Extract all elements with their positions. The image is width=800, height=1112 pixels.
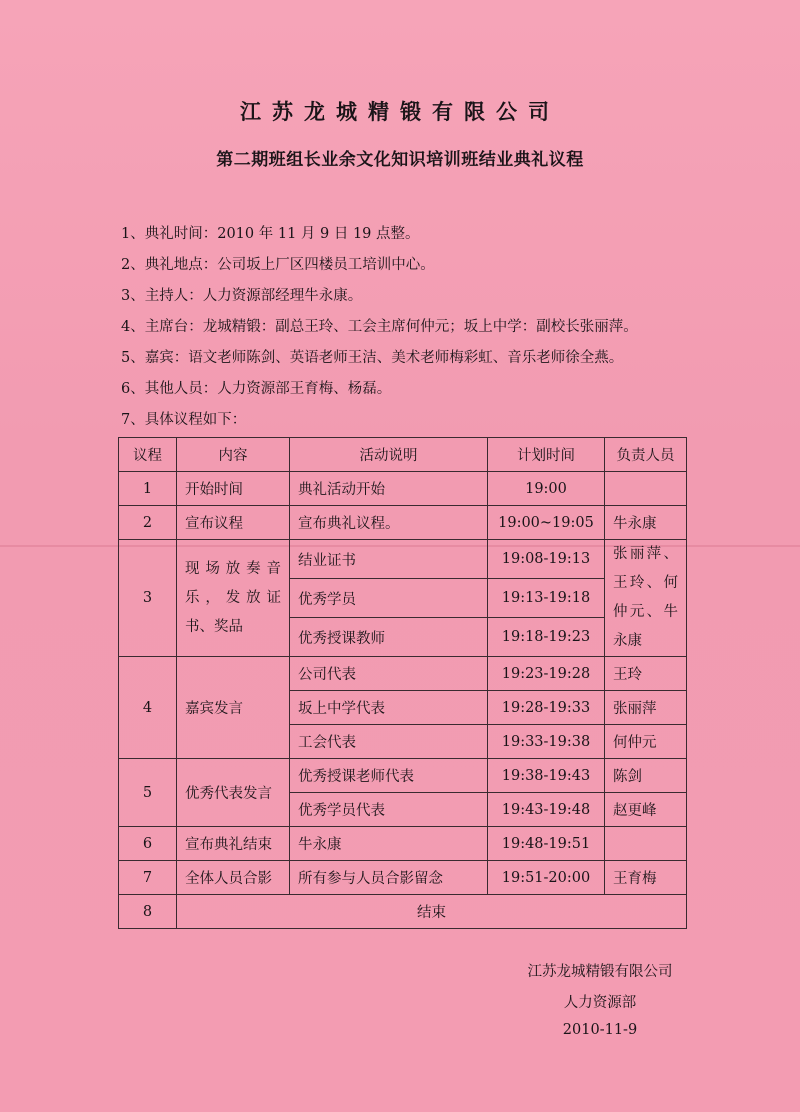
info-item-presidium: 4、主席台：龙城精锻：副总王玲、工会主席何仲元；坂上中学：副校长张丽萍。: [121, 319, 638, 335]
company-heading: 江苏龙城精锻有限公司: [240, 100, 560, 124]
row-end-merged: 结束: [177, 895, 687, 929]
info-list: [121, 224, 638, 441]
footer-company: 江苏龙城精锻有限公司: [527, 964, 673, 980]
footer-date: 2010-11-9: [562, 1022, 638, 1038]
row-time: 19:51-20:00: [488, 861, 605, 895]
row-description: 宣布典礼议程。: [290, 506, 488, 540]
row-person: 赵更峰: [605, 793, 687, 827]
row-description: 优秀学员: [290, 579, 488, 618]
row-person: 陈剑: [605, 759, 687, 793]
table-row: [119, 895, 687, 929]
row-no: 7: [119, 861, 177, 895]
info-item-location: 2、典礼地点：公司坂上厂区四楼员工培训中心。: [121, 257, 435, 273]
row-time: 19:28-19:33: [488, 691, 605, 725]
row-time: 19:00: [488, 472, 605, 506]
row-person: [605, 472, 687, 506]
row-person: 王育梅: [605, 861, 687, 895]
row-description: 优秀学员代表: [290, 793, 488, 827]
info-item-time: 1、典礼时间：2010 年 11 月 9 日 19 点整。: [121, 226, 420, 242]
info-item-agenda-intro: 7、具体议程如下：: [121, 412, 247, 428]
row-no: 1: [119, 472, 177, 506]
row-content: 现场放奏音乐，发放证书、奖品: [177, 540, 290, 657]
row-no: 2: [119, 506, 177, 540]
row-description: 工会代表: [290, 725, 488, 759]
row-content: 开始时间: [177, 472, 290, 506]
table-row: [119, 657, 687, 691]
row-description: 坂上中学代表: [290, 691, 488, 725]
row-description: 结业证书: [290, 540, 488, 579]
footer-department: 人力资源部: [563, 995, 637, 1011]
row-description: 所有参与人员合影留念: [290, 861, 488, 895]
info-item-guests: 5、嘉宾：语文老师陈剑、英语老师王洁、美术老师梅彩虹、音乐老师徐全燕。: [121, 350, 624, 366]
table-header-row: [119, 438, 687, 472]
row-no: 4: [119, 657, 177, 759]
row-no: 6: [119, 827, 177, 861]
row-time: 19:08-19:13: [488, 540, 605, 579]
info-item-others: 6、其他人员：人力资源部王育梅、杨磊。: [121, 381, 392, 397]
header-no: 议程: [119, 438, 177, 472]
table-row: [119, 861, 687, 895]
row-person: 张丽萍、王玲、何仲元、牛永康: [605, 540, 687, 657]
table-row: [119, 506, 687, 540]
row-person: 张丽萍: [605, 691, 687, 725]
agenda-table: [118, 437, 687, 929]
info-item-host: 3、主持人：人力资源部经理牛永康。: [121, 288, 363, 304]
row-description: 优秀授课老师代表: [290, 759, 488, 793]
row-content: 宣布典礼结束: [177, 827, 290, 861]
row-description: 优秀授课教师: [290, 618, 488, 657]
table-row: [119, 759, 687, 793]
row-time: 19:43-19:48: [488, 793, 605, 827]
row-time: 19:33-19:38: [488, 725, 605, 759]
document-title: 第二期班组长业余文化知识培训班结业典礼议程: [216, 150, 584, 170]
row-no: 8: [119, 895, 177, 929]
row-time: 19:23-19:28: [488, 657, 605, 691]
row-person: 牛永康: [605, 506, 687, 540]
row-person: 王玲: [605, 657, 687, 691]
row-content: 嘉宾发言: [177, 657, 290, 759]
header-content: 内容: [177, 438, 290, 472]
table-row: [119, 472, 687, 506]
row-description: 典礼活动开始: [290, 472, 488, 506]
row-no: 3: [119, 540, 177, 657]
row-content: 全体人员合影: [177, 861, 290, 895]
row-person: [605, 827, 687, 861]
row-content: 优秀代表发言: [177, 759, 290, 827]
row-time: 19:38-19:43: [488, 759, 605, 793]
row-description: 公司代表: [290, 657, 488, 691]
header-person: 负责人员: [605, 438, 687, 472]
header-description: 活动说明: [290, 438, 488, 472]
row-time: 19:18-19:23: [488, 618, 605, 657]
row-description: 牛永康: [290, 827, 488, 861]
row-time: 19:13-19:18: [488, 579, 605, 618]
row-person: 何仲元: [605, 725, 687, 759]
table-row: [119, 827, 687, 861]
header-time: 计划时间: [488, 438, 605, 472]
row-time: 19:00~19:05: [488, 506, 605, 540]
table-row: [119, 540, 687, 579]
row-time: 19:48-19:51: [488, 827, 605, 861]
row-no: 5: [119, 759, 177, 827]
row-content: 宣布议程: [177, 506, 290, 540]
